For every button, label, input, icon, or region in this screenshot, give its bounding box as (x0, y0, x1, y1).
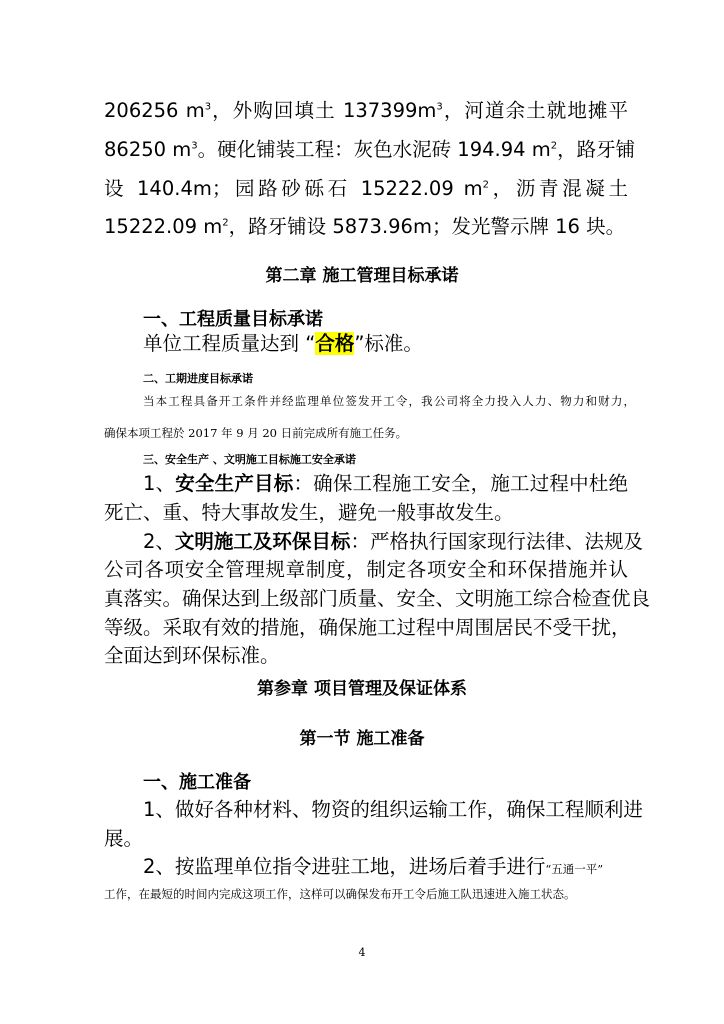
prep-item-2-line-2: 工作，在最短的时间内完成这项工作，这样可以确保发布开工令后施工队迅速进入施工状态。 (104, 887, 576, 901)
safety-item-2-line-3: 真落实。确保达到上级部门质量、安全、文明施工综合检查优良 (104, 587, 651, 610)
safety-item-1-line-2: 死亡、重、特大事故发生，避免一般事故发生。 (104, 501, 514, 524)
section-title: 第一节 施工准备 (299, 729, 425, 749)
superscript: 3 (204, 101, 212, 113)
text-segment: 86250 m (104, 138, 192, 161)
text-segment: ，河道余土就地摊平 (442, 99, 628, 122)
intro-line-3 (104, 175, 628, 203)
quality-statement (143, 330, 423, 358)
safety-item-2-line-4: 等级。采取有效的措施，确保施工过程中周围居民不受干扰， (104, 616, 631, 639)
intro-line-2 (104, 136, 636, 164)
intro-line-4 (104, 213, 625, 241)
bold-term: 文明施工及环保目标 (174, 530, 351, 553)
text-segment: 单位工程质量达到 “ (143, 332, 316, 355)
text-segment: ，外购回填土 137399m (211, 99, 437, 122)
text-segment: 1、 (143, 472, 176, 495)
safety-item-2-line-5: 全面达到环保标准。 (104, 644, 280, 667)
text-segment: 15222.09 m (104, 215, 223, 238)
text-segment: ：严格执行国家现行法律、法规及 (350, 530, 643, 553)
schedule-line-2: 确保本项工程於 2017 年 9 月 20 日前完成所有施工任务。 (104, 426, 408, 440)
chapter-title: 第参章 项目管理及保证体系 (257, 679, 467, 699)
intro-line-1 (104, 97, 628, 125)
text-segment: 206256 m (104, 99, 205, 122)
text-segment: 。硬化铺装工程：灰色水泥砖 194.94 m (197, 138, 551, 161)
superscript: 3 (191, 140, 198, 152)
quoted-term: “五通一平” (545, 862, 604, 876)
text-segment: 设 140.4m；园路砂砾石 15222.09 m (104, 177, 483, 200)
superscript: 2 (550, 140, 558, 152)
text-segment: 2、按监理单位指令进驻工地，进场后着手进行 (143, 855, 546, 878)
section-heading: 一、施工准备 (143, 772, 251, 793)
prep-item-1-line-1: 1、做好各种材料、物资的组织运输工作，确保工程顺利进 (143, 798, 643, 821)
text-segment: ，沥青混凝土 (488, 177, 628, 200)
prep-item-2-line-1 (143, 853, 603, 881)
safety-item-1-line-1 (143, 470, 628, 498)
safety-item-2-line-1 (143, 528, 643, 556)
chapter-title: 第二章 施工管理目标承诺 (265, 266, 459, 286)
prep-item-1-line-2: 展。 (104, 827, 144, 850)
text-segment: 2、 (143, 530, 175, 553)
highlighted-text: 合格 (315, 332, 355, 355)
text-segment: ，路牙铺 (557, 138, 636, 161)
safety-item-2-line-2: 公司各项安全管理规章制度，制定各项安全和环保措施并认 (104, 558, 628, 581)
section-heading: 一、工程质量目标承诺 (143, 309, 323, 330)
superscript: 3 (436, 101, 443, 113)
superscript: 2 (222, 217, 229, 229)
page-number: 4 (358, 946, 366, 959)
superscript: 2 (482, 179, 489, 191)
text-segment: ：确保工程施工安全，施工过程中杜绝 (293, 472, 628, 495)
bold-term: 安全生产目标 (175, 472, 294, 495)
schedule-line-1: 当本工程具备开工条件并经监理单位签发开工令，我公司将全力投入人力、物力和财力， (143, 394, 635, 408)
text-segment: ，路牙铺设 5873.96m；发光警示牌 16 块。 (228, 215, 626, 238)
text-segment: ”标准。 (354, 332, 423, 355)
subsection-heading: 二、工期进度目标承诺 (143, 372, 253, 385)
subsection-heading: 三、安全生产 、文明施工目标施工安全承诺 (143, 453, 356, 466)
